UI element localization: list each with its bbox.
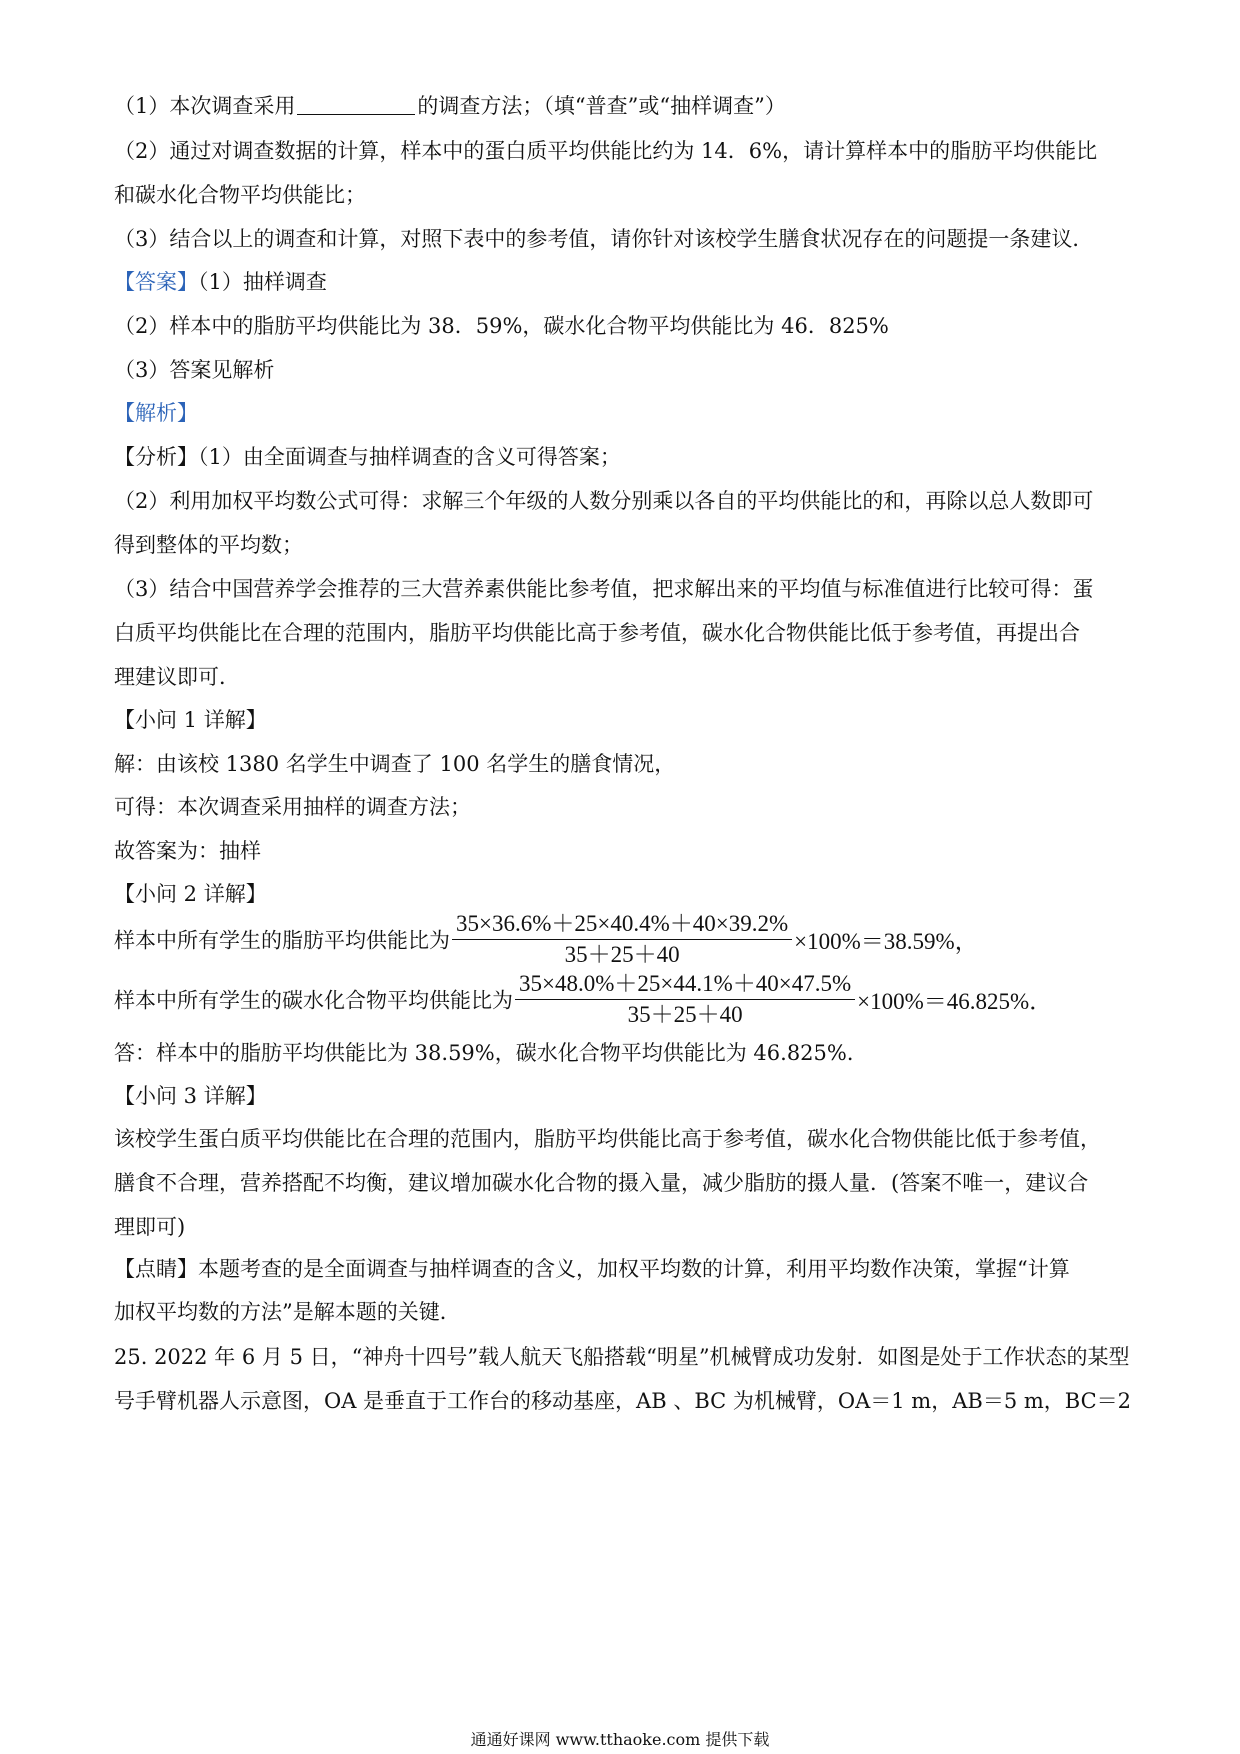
answer-tag: 【答案】 [114,270,198,294]
detail-1-line3: 故答案为：抽样 [114,839,261,863]
analysis-line6: 理建议即可． [114,665,240,689]
detail-2-conclusion: 答：样本中的脂肪平均供能比为 38.59%，碳水化合物平均供能比为 46.825%． [114,1041,868,1065]
detail-1-line2: 可得：本次调查采用抽样的调查方法； [114,795,471,819]
detail-3-header: 【小问 3 详解】 [114,1084,267,1108]
answer-line1: 【答案】（1）抽样调查 [114,270,327,294]
fat-fraction: $\frac{35\times 36.6\%+25\times 40.4\%+40\times 39.2\%}{35+25+40}$ [452,910,792,969]
detail-2-header: 【小问 2 详解】 [114,882,267,906]
analysis-line4: （3）结合中国营养学会推荐的三大营养素供能比参考值，把求解出来的平均值与标准值进行比较可得：蛋 [114,577,1094,601]
question-25-line1: 25. 2022 年 6 月 5 日，“神舟十四号”载人航天飞船搭载“明星”机械臂成功发射．如图是处于工作状态的某型 [114,1345,1130,1369]
analysis-line1: 【分析】（1）由全面调查与抽样调查的含义可得答案； [114,445,621,469]
detail-1-header: 【小问 1 详解】 [114,708,267,732]
detail-1-line1: 解：由该校 1380 名学生中调查了 100 名学生的膳食情况， [114,752,676,776]
fat-formula: 样本中所有学生的脂肪平均供能比为 $\frac{35\times 36.6\%+25\times 40.4\%+40\times 39.2\%}{35+25+40}$ ×100%＝38.59%， [114,911,978,967]
question-2-line2: 和碳水化合物平均供能比； [114,183,366,207]
question-25-line2: 号手臂机器人示意图，OA 是垂直于工作台的移动基座，AB 、BC 为机械臂，OA＝1 m，AB＝5 m，BC＝2 [114,1389,1132,1413]
carb-formula: 样本中所有学生的碳水化合物平均供能比为 $\frac{35\times 48.0\%+25\times 44.1\%+40\times 47.5\%}{35+25+40}$ ×100%＝46.825%． [114,971,1053,1027]
footer-watermark: 通通好课网 www.tthaoke.com 提供下载 [470,1730,770,1749]
analysis-line3: 得到整体的平均数； [114,533,303,557]
dianjing-line2: 加权平均数的方法”是解本题的关键． [114,1300,461,1324]
answer-line2: （2）样本中的脂肪平均供能比为 38．59%，碳水化合物平均供能比为 46．825% [114,314,889,338]
analysis-tag: 【解析】 [114,401,198,425]
detail-3-line1: 该校学生蛋白质平均供能比在合理的范围内，脂肪平均供能比高于参考值，碳水化合物供能比低于参考值， [114,1127,1101,1151]
question-3: （3）结合以上的调查和计算，对照下表中的参考值，请你针对该校学生膳食状况存在的问题提一条建议． [114,227,1094,251]
question-2-line1: （2）通过对调查数据的计算，样本中的蛋白质平均供能比约为 14．6%，请计算样本中的脂肪平均供能比 [114,139,1098,163]
analysis-line5: 白质平均供能比在合理的范围内，脂肪平均供能比高于参考值，碳水化合物供能比低于参考值，再提出合 [114,621,1080,645]
dianjing-line1: 【点睛】本题考查的是全面调查与抽样调查的含义，加权平均数的计算，利用平均数作决策，掌握“计算 [114,1257,1070,1281]
question-1: （1）本次调查采用 的调查方法；（填“普查”或“抽样调查”） [114,94,786,118]
analysis-line2: （2）利用加权平均数公式可得：求解三个年级的人数分别乘以各自的平均供能比的和，再除以总人数即可 [114,489,1094,513]
detail-3-line3: 理即可) [114,1215,186,1239]
carb-fraction: $\frac{35\times 48.0\%+25\times 44.1\%+40\times 47.5\%}{35+25+40}$ [515,970,855,1029]
detail-3-line2: 膳食不合理，营养搭配不均衡，建议增加碳水化合物的摄入量，减少脂肪的摄人量．(答案不唯一，建议合 [114,1171,1089,1195]
answer-blank [297,92,415,115]
answer-line3: （3）答案见解析 [114,358,275,382]
